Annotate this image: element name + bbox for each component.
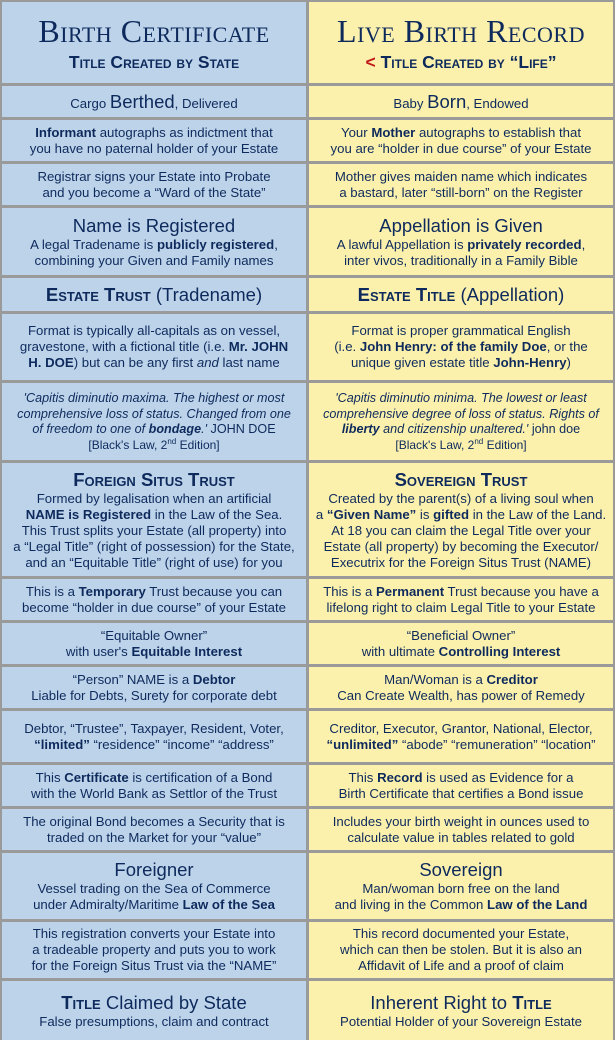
header-right-title: Live Birth Record xyxy=(337,12,585,49)
text-rows-8-r-bold: Permanent xyxy=(375,583,445,599)
text-rows-5-r-line2a: (i.e. xyxy=(334,339,360,354)
cell-format-english xyxy=(309,314,613,380)
cell-record-documented xyxy=(309,922,613,978)
text-line xyxy=(358,284,565,306)
text-rows-8-l-line2: become “holder in due course” of your Estate xyxy=(22,599,286,615)
text-line xyxy=(35,125,273,141)
text-rows-9-l-line2a: with user's xyxy=(65,643,132,659)
text-rows-2-l-line1: Registrar signs your Estate into Probate xyxy=(37,168,271,184)
text-rows-5-l-it: and xyxy=(196,355,219,370)
text-rows-3-r-line1a: A lawful Appellation is xyxy=(336,236,468,252)
text-rows-12-l-b: is certification of a Bond xyxy=(128,769,273,785)
text-rows-7-l-line3: This Trust splits your Estate (all property) into xyxy=(21,522,287,538)
text-rows-0-l-b: Berthed xyxy=(109,90,175,112)
text-rows-0-l-a: Cargo xyxy=(70,95,110,111)
text-rows-2-r-line1: Mother gives maiden name which indicates xyxy=(334,168,588,184)
text-rows-16-r-line2: Potential Holder of your Sovereign Estate xyxy=(340,1013,582,1029)
text-rows-0-r-b: Born xyxy=(427,90,467,112)
text-rows-6-l-cite_a: [Black's Law, 2 xyxy=(88,437,168,452)
text-rows-4-r-rest: (Appellation) xyxy=(455,283,565,305)
cell-permanent-trust xyxy=(309,579,613,620)
text-rows-2-r-line2: a bastard, later “still-born” on the Register xyxy=(339,184,583,200)
text-rows-6-r-cite_a: [Black's Law, 2 xyxy=(395,437,475,452)
cell-informant xyxy=(2,120,306,161)
text-rows-15-l-line2: a tradeable property and puts you to work xyxy=(32,942,276,957)
text-rows-14-r-bold: Law of the Land xyxy=(487,897,588,912)
cell-sovereign xyxy=(309,853,613,919)
text-rows-7-r-line4: Estate (all property) by becoming the Executor/ xyxy=(323,538,599,554)
text-rows-3-l-line1a: A legal Tradename is xyxy=(30,236,157,252)
text-line xyxy=(61,992,246,1014)
text-line xyxy=(28,355,279,371)
text-rows-13-l-line1: The original Bond becomes a Security that is xyxy=(23,813,285,829)
cell-debtor xyxy=(2,667,306,708)
header-right-subtitle-line xyxy=(366,51,557,73)
text-rows-14-r-heading: Sovereign xyxy=(419,859,503,880)
text-rows-11-l-line2b: “residence” “income” “address” xyxy=(89,736,274,752)
text-rows-7-r-bold2: gifted xyxy=(433,506,470,522)
cell-title-claimed xyxy=(2,981,306,1040)
text-rows-1-r-line1b: autographs to establish that xyxy=(415,124,581,140)
text-line xyxy=(337,237,586,253)
cell-format-capitals xyxy=(2,314,306,380)
text-rows-4-r-sc: Estate Title xyxy=(357,283,456,305)
text-rows-11-r-line1: Creditor, Executor, Grantor, National, Elector, xyxy=(329,720,593,736)
text-rows-0-r-a: Baby xyxy=(393,95,428,111)
text-rows-5-l-bold1: Mr. JOHN xyxy=(228,339,289,354)
text-rows-3-l-heading: Name is Registered xyxy=(72,214,236,236)
text-line xyxy=(393,91,528,113)
text-rows-5-r-line1: Format is proper grammatical English xyxy=(351,323,571,338)
text-rows-7-r-line2c: in the Law of the Land. xyxy=(469,506,607,522)
text-rows-12-l-bold: Certificate xyxy=(64,769,129,785)
text-rows-1-r-bold: Mother xyxy=(371,124,416,140)
text-rows-5-r-bold2: John-Henry xyxy=(493,355,567,370)
text-rows-0-r-c: , Endowed xyxy=(466,95,529,111)
cell-sovereign-trust xyxy=(309,463,613,576)
text-line xyxy=(32,422,275,438)
text-line xyxy=(384,672,538,688)
cell-temporary-trust xyxy=(2,579,306,620)
text-rows-11-l-line1: Debtor, “Trustee”, Taxpayer, Resident, Voter, xyxy=(24,720,284,736)
text-rows-16-l-sc: Title xyxy=(61,991,101,1013)
text-rows-7-r-line1: Created by the parent(s) of a living soul when xyxy=(328,490,594,506)
text-rows-13-r-line2: calculate value in tables related to gold xyxy=(347,829,575,845)
text-rows-7-r-line3: At 18 you can claim the Legal Title over your xyxy=(331,522,591,538)
text-rows-6-r-q1: 'Capitis diminutio minima. The lowest or least xyxy=(335,391,587,406)
text-rows-12-r-bold: Record xyxy=(377,769,423,785)
text-line xyxy=(26,584,282,600)
text-rows-11-r-line2b: “abode” “remuneration” “location” xyxy=(398,736,596,752)
text-rows-7-l-line4: a “Legal Title” (right of possession) for the State, xyxy=(13,538,295,554)
text-rows-15-l-line3: for the Foreign Situs Trust via the “NAME” xyxy=(31,958,277,973)
text-line xyxy=(73,672,236,688)
text-rows-6-r-bold: liberty xyxy=(341,422,380,437)
text-rows-15-r-line2: which can then be stolen. But it is also an xyxy=(340,942,582,957)
text-line xyxy=(334,339,588,355)
header-left xyxy=(2,2,306,83)
text-rows-6-l-q3b: .' xyxy=(201,422,211,437)
text-rows-16-r-sc: Title xyxy=(512,991,552,1013)
text-rows-9-l-line1: “Equitable Owner” xyxy=(100,627,208,643)
text-rows-11-r-bold: “unlimited” xyxy=(326,736,399,752)
text-rows-8-r-line2: lifelong right to claim Legal Title to your Estate xyxy=(326,599,596,615)
text-rows-6-r-name: john doe xyxy=(531,422,581,437)
text-rows-6-l-q2: comprehensive loss of status. Changed from one xyxy=(17,406,291,421)
cell-beneficial-owner xyxy=(309,623,613,664)
cell-capitis-maxima xyxy=(2,383,306,460)
text-rows-3-l-bold: publicly registered xyxy=(156,236,275,252)
cell-creditor xyxy=(309,667,613,708)
text-rows-7-l-line1: Formed by legalisation when an artificial xyxy=(36,490,272,506)
text-rows-3-l-line1b: , xyxy=(274,236,278,252)
text-rows-9-r-line2a: with ultimate xyxy=(361,643,439,659)
header-left-subtitle: Title Created by State xyxy=(68,51,240,72)
text-rows-5-l-bold2: H. DOE xyxy=(28,355,74,370)
text-line xyxy=(88,438,219,452)
text-rows-13-l-line2: traded on the Market for your “value” xyxy=(46,829,262,845)
text-rows-4-l-rest: (Tradename) xyxy=(150,283,263,305)
text-rows-6-l-name: JOHN DOE xyxy=(210,422,276,437)
text-line xyxy=(70,91,237,113)
text-rows-8-r-b: Trust because you have a xyxy=(444,583,599,599)
comparison-table xyxy=(2,2,613,1029)
text-rows-10-l-bold: Debtor xyxy=(192,671,236,687)
text-rows-1-r-line2: you are “holder in due course” of your Estate xyxy=(330,140,592,156)
text-rows-6-l-cite_b: Edition] xyxy=(176,437,220,452)
text-rows-11-l-bold: “limited” xyxy=(34,736,90,752)
text-rows-5-r-line3a: unique given estate title xyxy=(351,355,494,370)
text-line xyxy=(30,237,278,253)
text-rows-3-r-bold: privately recorded xyxy=(467,236,582,252)
text-line xyxy=(316,507,606,523)
text-rows-15-r-line1: This record documented your Estate, xyxy=(352,926,570,941)
text-rows-9-r-line1: “Beneficial Owner” xyxy=(406,627,516,643)
text-line xyxy=(46,284,262,306)
text-line xyxy=(342,422,580,438)
text-line xyxy=(351,355,571,371)
text-rows-6-r-q3b: and citizenship unaltered.' xyxy=(379,422,532,437)
text-line xyxy=(335,897,588,913)
text-rows-9-r-bold: Controlling Interest xyxy=(438,643,561,659)
text-rows-1-l-line1: autographs as indictment that xyxy=(96,124,273,140)
text-rows-6-l-bold: bondage xyxy=(148,422,202,437)
cell-inherent-right xyxy=(309,981,613,1040)
cell-birth-weight xyxy=(309,809,613,850)
text-rows-14-r-line1: Man/woman born free on the land xyxy=(362,881,560,896)
text-rows-10-r-bold: Creditor xyxy=(486,671,538,687)
text-rows-13-r-line1: Includes your birth weight in ounces used to xyxy=(332,813,590,829)
text-rows-14-l-bold: Law of the Sea xyxy=(182,897,275,912)
text-rows-6-l-cite_sup: nd xyxy=(167,436,177,446)
text-rows-12-l-line2: with the World Bank as Settlor of the Trust xyxy=(30,785,278,801)
text-line xyxy=(323,584,599,600)
cell-maiden-name xyxy=(309,164,613,205)
text-rows-16-l-line2: False presumptions, claim and contract xyxy=(39,1013,269,1029)
text-rows-3-r-line1b: , xyxy=(581,236,586,252)
text-rows-7-l-bold: NAME is Registered xyxy=(25,506,152,522)
text-rows-6-l-q3a: of freedom to one of xyxy=(32,422,149,437)
text-rows-8-r-a: This is a xyxy=(323,583,376,599)
text-line xyxy=(341,125,581,141)
text-rows-12-r-b: is used as Evidence for a xyxy=(422,769,574,785)
text-rows-5-r-line3b: ) xyxy=(566,355,571,370)
header-left-title: Birth Certificate xyxy=(38,12,270,49)
text-rows-3-l-line2: combining your Given and Family names xyxy=(34,252,274,268)
cell-certificate-bond xyxy=(2,765,306,806)
text-line xyxy=(66,644,242,660)
text-rows-5-l-line3b: last name xyxy=(218,355,280,370)
arrow-left-icon: < xyxy=(365,51,376,72)
text-rows-7-r-line5: Executrix for the Foreign Situs Trust (NAME) xyxy=(330,554,592,570)
text-rows-3-r-heading: Appellation is Given xyxy=(379,214,543,236)
text-rows-2-l-line2: and you become a “Ward of the State” xyxy=(42,184,266,200)
text-line xyxy=(395,438,526,452)
text-rows-14-r-line2a: and living in the Common xyxy=(334,897,488,912)
text-rows-15-r-line3: Affidavit of Life and a proof of claim xyxy=(358,958,564,973)
text-rows-16-r-rest: Inherent Right to xyxy=(370,991,513,1013)
text-line xyxy=(370,992,551,1014)
text-rows-1-l-line2: you have no paternal holder of your Estate xyxy=(29,140,279,156)
text-rows-12-r-a: This xyxy=(348,769,378,785)
cell-estate-trust xyxy=(2,278,306,311)
cell-estate-title xyxy=(309,278,613,311)
text-rows-7-r-line2a: a xyxy=(315,506,327,522)
text-rows-8-l-b: Trust because you can xyxy=(145,583,283,599)
cell-capitis-minima xyxy=(309,383,613,460)
cell-name-registered xyxy=(2,208,306,275)
text-rows-14-l-line1: Vessel trading on the Sea of Commerce xyxy=(37,881,271,896)
text-rows-4-l-sc: Estate Trust xyxy=(45,283,151,305)
cell-mother xyxy=(309,120,613,161)
cell-equitable-owner xyxy=(2,623,306,664)
text-rows-3-r-line2: inter vivos, traditionally in a Family Bible xyxy=(344,252,578,268)
text-rows-15-l-line1: This registration converts your Estate into xyxy=(32,926,276,941)
text-rows-10-l-line2: Liable for Debts, Surety for corporate debt xyxy=(31,687,277,703)
text-rows-7-l-line2b: in the Law of the Sea. xyxy=(151,506,283,522)
cell-foreign-situs-trust xyxy=(2,463,306,576)
text-rows-10-r-a: Man/Woman is a xyxy=(384,671,487,687)
text-rows-6-r-q2: comprehensive degree of loss of status. Rights of xyxy=(323,406,599,421)
text-rows-12-l-a: This xyxy=(35,769,65,785)
cell-cargo-berthed xyxy=(2,86,306,117)
text-rows-10-l-a: “Person” NAME is a xyxy=(72,671,193,687)
text-rows-5-l-line2a: gravestone, with a fictional title (i.e. xyxy=(19,339,229,354)
text-rows-6-l-q1: 'Capitis diminutio maxima. The highest or most xyxy=(23,391,285,406)
text-rows-5-l-line1: Format is typically all-capitals as on vessel, xyxy=(27,323,281,338)
cell-registrar xyxy=(2,164,306,205)
cell-baby-born xyxy=(309,86,613,117)
cell-registration-converts xyxy=(2,922,306,978)
text-line xyxy=(26,507,283,523)
cell-appellation-given xyxy=(309,208,613,275)
cell-record-evidence xyxy=(309,765,613,806)
text-rows-10-r-line2: Can Create Wealth, has power of Remedy xyxy=(337,687,585,703)
text-line xyxy=(34,737,274,753)
text-rows-8-l-bold: Temporary xyxy=(78,583,146,599)
cell-unlimited-terms xyxy=(309,711,613,762)
text-line xyxy=(348,770,573,786)
text-rows-14-l-line2a: under Admiralty/Maritime xyxy=(33,897,183,912)
text-line xyxy=(20,339,288,355)
text-rows-12-r-line2: Birth Certificate that certifies a Bond issue xyxy=(338,785,584,801)
text-line xyxy=(36,770,273,786)
text-rows-6-r-cite_sup: nd xyxy=(474,436,484,446)
header-right xyxy=(309,2,613,83)
cell-bond-security xyxy=(2,809,306,850)
cell-limited-terms xyxy=(2,711,306,762)
text-line xyxy=(362,644,561,660)
text-line xyxy=(327,737,596,753)
text-rows-6-r-cite_b: Edition] xyxy=(483,437,527,452)
cell-foreigner xyxy=(2,853,306,919)
text-rows-0-l-c: , Delivered xyxy=(174,95,238,111)
text-line xyxy=(33,897,275,913)
text-rows-7-r-line2b: is xyxy=(416,506,434,522)
text-rows-7-r-bold1: “Given Name” xyxy=(326,506,417,522)
text-rows-7-l-line5: and an “Equitable Title” (right of use) for you xyxy=(25,554,283,570)
text-rows-5-r-bold1: John Henry: of the family Doe xyxy=(359,339,547,354)
text-rows-1-l-bold: Informant xyxy=(35,124,97,140)
text-rows-7-l-sc: Foreign Situs Trust xyxy=(73,468,235,490)
text-rows-14-l-heading: Foreigner xyxy=(114,859,194,880)
header-right-subtitle: Title Created by “Life” xyxy=(380,51,557,72)
text-rows-7-r-sc: Sovereign Trust xyxy=(394,468,528,490)
text-rows-8-l-a: This is a xyxy=(25,583,79,599)
text-rows-16-l-rest: Claimed by State xyxy=(100,991,247,1013)
text-rows-5-l-line3a: ) but can be any first xyxy=(73,355,197,370)
text-rows-1-r-line1a: Your xyxy=(341,124,372,140)
text-rows-5-r-line2b: , or the xyxy=(546,339,588,354)
text-rows-9-l-bold: Equitable Interest xyxy=(131,643,243,659)
